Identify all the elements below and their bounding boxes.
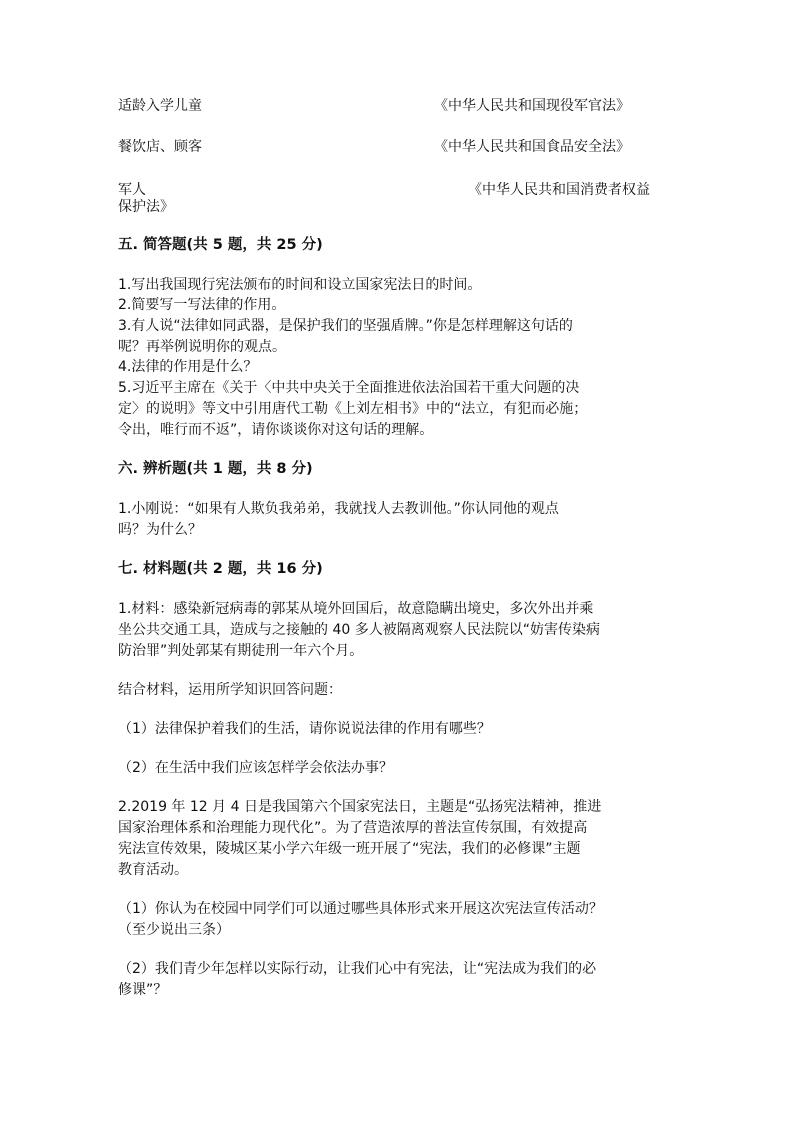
material-text: 国家治理体系和治理能力现代化”。为了营造浓厚的普法宣传氛围，有效提高 xyxy=(118,820,588,836)
sub-question: （1）法律保护着我们的生活，请你说说法律的作用有哪些？ xyxy=(118,721,491,737)
sub-question: （2）在生活中我们应该怎样学会依法办事？ xyxy=(118,760,393,776)
material-text: 2.2019 年 12 月 4 日是我国第六个国家宪法日，主题是“弘扬宪法精神，推进 xyxy=(118,799,602,815)
question-continued: 吗？为什么？ xyxy=(118,522,202,538)
match-left-item: 适龄入学儿童 xyxy=(118,98,202,114)
question: 3.有人说“法律如同武器，是保护我们的坚强盾牌。”你是怎样理解这句话的 xyxy=(118,318,573,334)
sub-question: （2）我们青少年怎样以实际行动，让我们心中有宪法，让“宪法成为我们的必 xyxy=(118,961,597,977)
material-prompt: 结合材料，运用所学知识回答问题： xyxy=(118,682,342,698)
section-heading: 五. 简答题(共 5 题，共 25 分) xyxy=(118,237,323,253)
match-left-item: 餐饮店、顾客 xyxy=(118,139,202,155)
match-right-item: 《中华人民共和国现役军官法》 xyxy=(434,98,630,114)
material-text: 宪法宣传效果，陵城区某小学六年级一班开展了“宪法，我们的必修课”主题 xyxy=(118,841,581,857)
sub-question: （1）你认为在校园中同学们可以通过哪些具体形式来开展这次宪法宣传活动？ xyxy=(118,901,603,917)
match-right-item-continued: 保护法》 xyxy=(118,199,174,215)
match-right-item: 《中华人民共和国消费者权益 xyxy=(468,182,650,198)
question: 1.小刚说：“如果有人欺负我弟弟，我就找人去教训他。”你认同他的观点 xyxy=(118,501,559,517)
question: 4.法律的作用是什么？ xyxy=(118,359,258,375)
material-text: 防治罪”判处郭某有期徒刑一年六个月。 xyxy=(118,643,364,659)
material-text: 教育活动。 xyxy=(118,862,188,878)
material-text: 1.材料：感染新冠病毒的郭某从境外回国后，故意隐瞒出境史，多次外出并乘 xyxy=(118,601,594,617)
question-continued: 定〉的说明》等文中引用唐代工勒《上刘左相书》中的“法立，有犯而必施； xyxy=(118,401,588,417)
question: 1.写出我国现行宪法颁布的时间和设立国家宪法日的时间。 xyxy=(118,277,482,293)
match-left-item: 军人 xyxy=(118,182,146,198)
question-continued: 令出，唯行而不返”，请你谈谈你对这句话的理解。 xyxy=(118,422,434,438)
section-heading: 七. 材料题(共 2 题，共 16 分) xyxy=(118,561,323,577)
material-text: 坐公共交通工具，造成与之接触的 40 多人被隔离观察人民法院以“妨害传染病 xyxy=(118,622,600,638)
match-right-item: 《中华人民共和国食品安全法》 xyxy=(434,139,630,155)
section-heading: 六. 辨析题(共 1 题，共 8 分) xyxy=(118,461,313,477)
question: 5.习近平主席在《关于〈中共中央关于全面推进依法治国若干重大问题的决 xyxy=(118,380,580,396)
question: 2.简要写一写法律的作用。 xyxy=(118,297,286,313)
question-continued: 呢？再举例说明你的观点。 xyxy=(118,339,286,355)
sub-question-continued: （至少说出三条） xyxy=(118,922,230,938)
sub-question-continued: 修课”？ xyxy=(118,982,168,998)
